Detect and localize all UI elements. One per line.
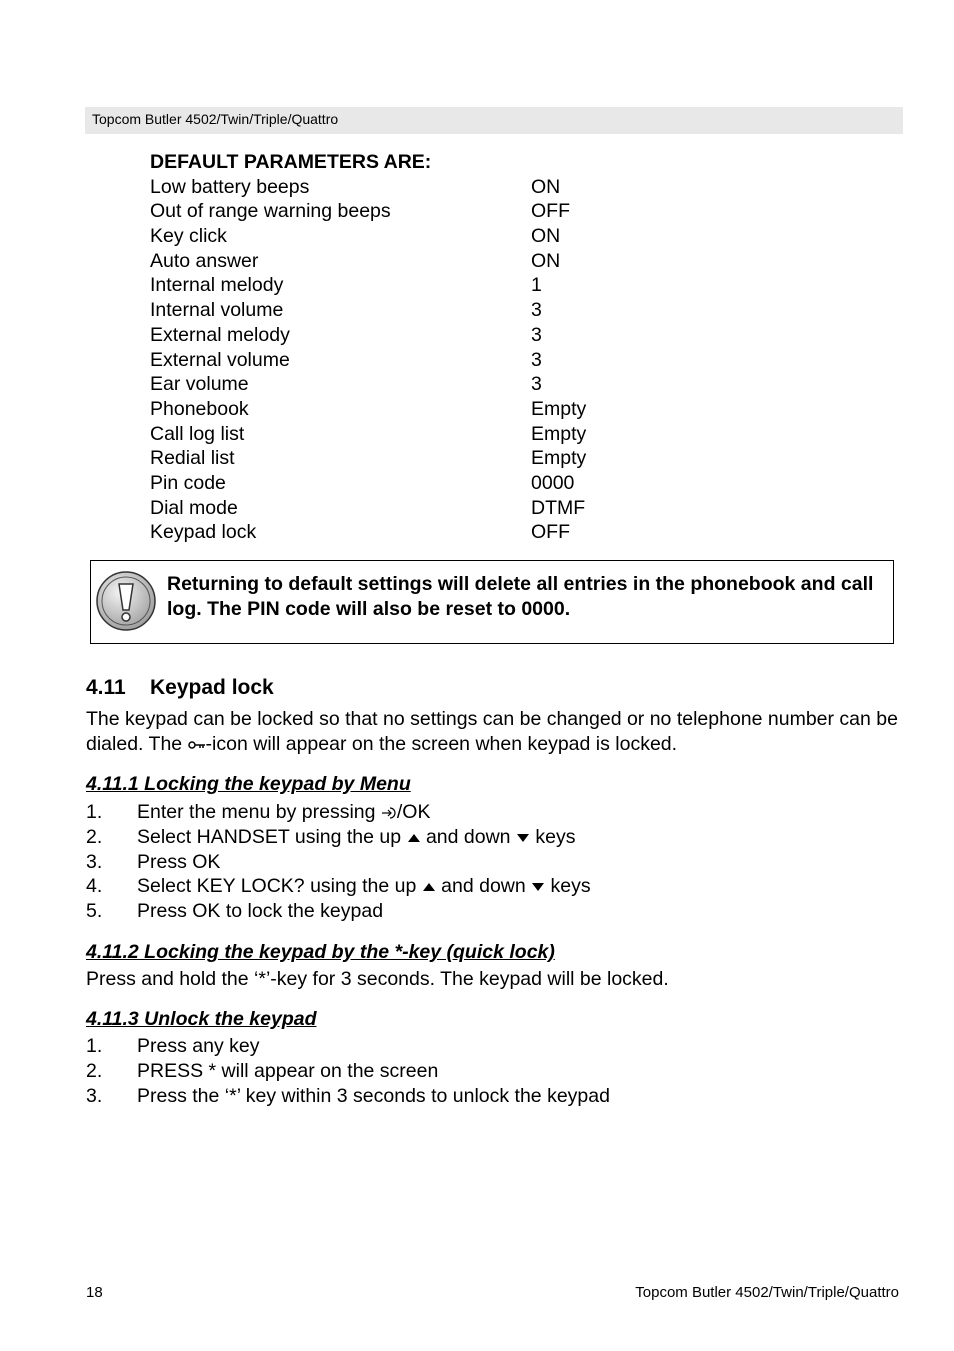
list-number: 3.	[86, 1084, 103, 1107]
parameter-row	[150, 496, 650, 521]
intro-text-after: -icon will appear on the screen when keypad is locked.	[205, 733, 678, 755]
parameter-row	[150, 273, 650, 298]
parameter-label: Call log list	[150, 422, 245, 445]
section-title: Keypad lock	[150, 676, 274, 699]
parameter-label: Auto answer	[150, 249, 259, 272]
parameter-row	[150, 397, 650, 422]
parameter-label: External melody	[150, 323, 290, 346]
parameter-value: 3	[531, 323, 542, 346]
parameter-label: Ear volume	[150, 373, 249, 396]
intro-text-before: The keypad can be locked so that no settings can be changed or no telephone number can be dialed. The	[86, 708, 898, 755]
list-number: 1.	[86, 801, 103, 823]
up-arrow-icon	[407, 832, 421, 844]
down-arrow-icon	[531, 881, 545, 893]
list-text: Press OK	[137, 850, 221, 873]
parameter-value: 3	[531, 348, 542, 371]
list-text: Press any key	[137, 1035, 260, 1057]
parameter-row	[150, 520, 650, 545]
default-parameters	[150, 150, 650, 545]
parameter-row	[150, 323, 650, 348]
warning-box	[90, 560, 894, 644]
page-header	[85, 107, 903, 134]
section-heading	[86, 676, 274, 700]
section-intro	[86, 707, 901, 757]
parameter-label: Pin code	[150, 471, 226, 494]
parameter-label: External volume	[150, 348, 290, 371]
parameter-row	[150, 249, 650, 274]
parameter-value: DTMF	[531, 496, 586, 519]
list-text: Select KEY LOCK? using the up	[137, 875, 422, 898]
parameter-value: ON	[531, 249, 561, 272]
parameter-row	[150, 372, 650, 397]
list-number: 2.	[86, 1059, 103, 1082]
subsection-2-title: 4.11.2 Locking the keypad by the *-key (quick lock)	[86, 941, 555, 963]
section-number: 4.11	[86, 676, 126, 699]
page-number: 18	[86, 1284, 103, 1301]
footer-title: Topcom Butler 4502/Twin/Triple/Quattro	[635, 1284, 899, 1301]
parameter-row	[150, 298, 650, 323]
subsection-3-title: 4.11.3 Unlock the keypad	[86, 1008, 317, 1030]
parameter-label: Redial list	[150, 447, 235, 470]
list-number: 3.	[86, 850, 103, 873]
parameter-value: 0000	[531, 471, 575, 494]
parameter-row	[150, 446, 650, 471]
list-text: Enter the menu by pressing	[137, 801, 381, 823]
list-text: and down	[420, 825, 516, 848]
parameter-row	[150, 422, 650, 447]
parameter-row	[150, 199, 650, 224]
parameter-label: Key click	[150, 225, 227, 248]
list-text: Press the ‘*’ key within 3 seconds to unlock the keypad	[137, 1084, 610, 1107]
parameter-row	[150, 224, 650, 249]
parameter-label: Internal melody	[150, 274, 284, 297]
parameter-value: 3	[531, 299, 542, 322]
list-text: Select HANDSET using the up	[137, 825, 407, 848]
list-text: Press OK to lock the keypad	[137, 900, 384, 923]
default-parameters-list	[150, 175, 650, 545]
menu-ok-icon	[381, 806, 397, 820]
list-number: 5.	[86, 900, 103, 923]
parameter-value: ON	[531, 175, 561, 198]
parameter-value: OFF	[531, 521, 570, 544]
parameter-label: Low battery beeps	[150, 175, 310, 198]
list-text: keys	[529, 825, 576, 848]
parameter-label: Internal volume	[150, 299, 284, 322]
parameter-label: Out of range warning beeps	[150, 200, 391, 223]
default-parameters-heading: DEFAULT PARAMETERS ARE:	[150, 151, 432, 173]
parameter-row	[150, 471, 650, 496]
list-number: 2.	[86, 825, 103, 848]
subsection-1-title: 4.11.1 Locking the keypad by Menu	[86, 773, 411, 795]
list-text: PRESS * will appear on the screen	[137, 1059, 439, 1082]
key-icon	[188, 739, 206, 751]
list-number: 4.	[86, 875, 103, 898]
parameter-value: 1	[531, 274, 542, 297]
list-text: and down	[435, 875, 532, 898]
exclamation-icon	[95, 570, 157, 632]
parameter-value: Empty	[531, 447, 587, 470]
parameter-label: Phonebook	[150, 397, 249, 420]
list-number: 1.	[86, 1035, 103, 1057]
header-title: Topcom Butler 4502/Twin/Triple/Quattro	[92, 111, 339, 127]
up-arrow-icon	[422, 881, 436, 893]
parameter-value: ON	[531, 225, 561, 248]
parameter-label: Keypad lock	[150, 521, 257, 544]
parameter-value: Empty	[531, 397, 587, 420]
list-text: keys	[545, 875, 591, 898]
parameter-value: 3	[531, 373, 542, 396]
parameter-label: Dial mode	[150, 496, 238, 519]
list-text: /OK	[396, 801, 431, 823]
parameter-value: Empty	[531, 422, 587, 445]
warning-text: Returning to default settings will delete all entries in the phonebook and call log. The PIN code will also be reset to 0000.	[167, 573, 874, 620]
parameter-value: OFF	[531, 200, 570, 223]
parameter-row	[150, 175, 650, 200]
subsection-2-text: Press and hold the ‘*’-key for 3 seconds. The keypad will be locked.	[86, 968, 669, 990]
down-arrow-icon	[516, 832, 530, 844]
parameter-row	[150, 348, 650, 373]
